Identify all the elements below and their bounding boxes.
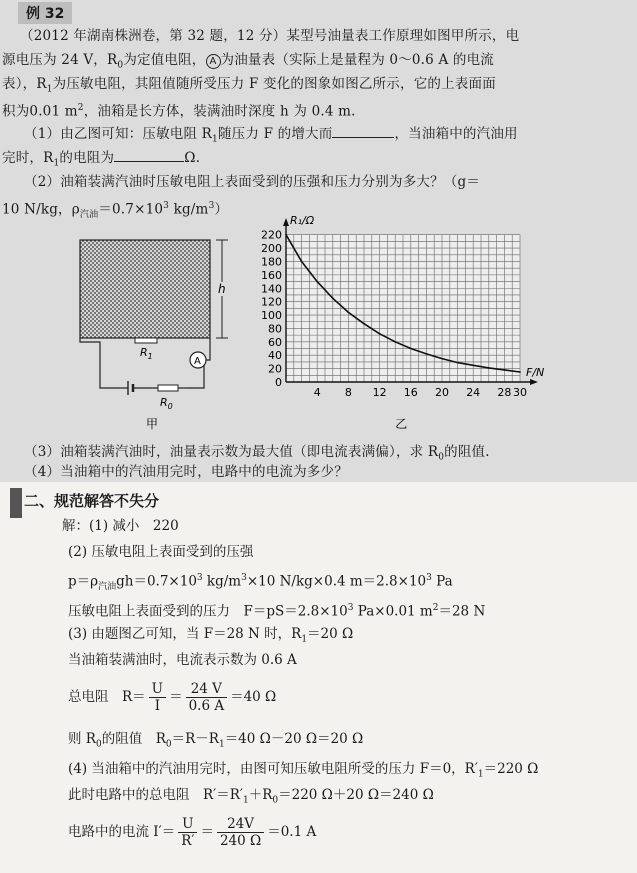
- tank-diagram: [80, 240, 228, 431]
- y-tick-label: 40: [268, 349, 282, 363]
- answer-line-7: 总电阻 R＝ $\frac{U}{I}$ ＝ $\frac{24 V}{0.6 A}$ ＝40 Ω: [68, 681, 277, 714]
- data-point: [457, 362, 459, 364]
- data-point: [519, 371, 521, 373]
- y-tick-label: 20: [268, 362, 282, 376]
- y-axis-arrow: [283, 218, 289, 226]
- resistor-r0: [158, 385, 178, 391]
- problem-intro-line-2: 源电压为 24 V，$R_0$为定值电阻， A 为油量表（实际上是量程为 0～0.6 A 的电流: [2, 52, 494, 71]
- data-point: [488, 367, 490, 369]
- x-tick-label: 4: [313, 386, 321, 399]
- data-point: [285, 234, 287, 236]
- x-tick-label: 30: [513, 386, 527, 399]
- data-point: [441, 358, 443, 360]
- answer-line-6: 当油箱装满油时，电流表示数为 0.6 A: [68, 652, 297, 668]
- y-tick-label: 180: [261, 255, 282, 269]
- data-point: [426, 353, 428, 355]
- data-point: [332, 298, 334, 300]
- answer-line-3: $p=\rho_{汽油}gh=0.7\times 10^3$ $kg/m^3\times 10$ N/kg×0.4 $m=2.8\times 10^3$ Pa: [68, 573, 453, 593]
- y-tick-label: 200: [261, 242, 282, 256]
- x-tick-label: 8: [344, 386, 352, 399]
- y-tick-label: 160: [261, 268, 282, 282]
- y-tick-label: 140: [261, 282, 282, 296]
- question-3: （3）油箱装满汽油时，油量表示数为最大值（即电流表满偏），求 $R_0$的阻值.: [24, 444, 490, 463]
- data-point: [301, 261, 303, 263]
- figure-caption-jia: 甲: [146, 417, 159, 431]
- y-tick-label: 80: [268, 322, 282, 336]
- section-bar: [10, 488, 22, 518]
- label-r1: $R_1$: [140, 346, 153, 361]
- x-tick-label: 12: [372, 386, 387, 399]
- figures: [0, 210, 637, 440]
- label-r0: $R_0$: [160, 396, 173, 411]
- y-tick-label: 0: [275, 376, 282, 389]
- fuel-tank: [80, 240, 210, 338]
- x-tick-label: 20: [435, 386, 449, 399]
- chart-r1-vs-f: [261, 214, 544, 431]
- data-point: [316, 281, 318, 283]
- problem-intro-line-3: 表），$R_1$为压敏电阻，其阻值随所受压力 F 变化的图象如图乙所示，它的上表面面: [2, 76, 496, 95]
- answer-line-10: 此时电路中的总电阻 $R'=R'_1+R_0=220$ Ω＋20 Ω＝240 Ω: [68, 787, 434, 806]
- question-2-line-1: （2）油箱装满汽油时压敏电阻上表面受到的压强和压力分别为多大？（g＝: [24, 174, 481, 190]
- data-point: [363, 323, 365, 325]
- data-point: [504, 369, 506, 371]
- answer-line-9: (4) 当油箱中的汽油用完时，由图可知压敏电阻所受的压力 F＝0，$R'_1=220$ Ω: [68, 761, 539, 780]
- answer-line-2: (2) 压敏电阻上表面受到的压强: [68, 544, 254, 560]
- question-1-line-1: （1）由乙图可知：压敏电阻 $R_1$随压力 F 的增大而 ，当油箱中的汽油用: [24, 122, 624, 152]
- y-tick-label: 220: [261, 228, 282, 242]
- x-axis-label: F/N: [526, 366, 545, 379]
- question-4: （4）当油箱中的汽油用完时，电路中的电流为多少？: [24, 464, 348, 480]
- question-2-line-2: 10 N/kg，$\rho_{汽油}=0.7\times 10^3$ $kg/m^3$）: [2, 201, 229, 221]
- example-label: 例 32: [18, 2, 72, 24]
- answer-line-11: 电路中的电流 I′＝ $\frac{U}{R'}$ ＝ $\frac{24V}{240 \Omega}$ ＝0.1 A: [68, 816, 317, 849]
- problem-intro-line-1: （2012 年湖南株洲卷，第 32 题，12 分）某型号油量表工作原理如图甲所示，电: [20, 28, 520, 44]
- y-tick-label: 100: [261, 309, 282, 323]
- answer-blank-1[interactable]: [332, 123, 394, 138]
- answer-line-1: 解：(1) 减小 220: [62, 518, 179, 534]
- problem-intro-line-4: 积为0.01 $m^2$，油箱是长方体，装满油时深度 h 为 0.4 m.: [2, 103, 356, 120]
- x-axis-arrow: [530, 379, 538, 385]
- answer-line-4: 压敏电阻上表面受到的压力 $F=pS=2.8\times 10^3$ Pa×0.01 $m^2=28$ N: [68, 603, 486, 620]
- question-1-line-2: 完时，$R_1$的电阻为 Ω.: [2, 146, 602, 176]
- data-point: [410, 348, 412, 350]
- figure-caption-yi: 乙: [395, 417, 408, 431]
- resistor-r1: [135, 338, 157, 343]
- x-tick-label: 24: [466, 386, 481, 399]
- data-point: [472, 364, 474, 366]
- x-tick-label: 16: [403, 386, 418, 399]
- answer-line-8: 则 $R_0$的阻值 $R_0=R-R_1=40$ Ω－20 Ω＝20 Ω: [68, 731, 364, 750]
- answer-line-5: (3) 由题图乙可知，当 F＝28 N 时，$R_1=20$ Ω: [68, 626, 354, 645]
- x-tick-label: 28: [497, 386, 512, 399]
- section-title: 二、规范解答不失分: [24, 492, 160, 510]
- data-point: [379, 333, 381, 335]
- y-tick-label: 120: [261, 295, 282, 309]
- y-axis-label: R₁/Ω: [290, 214, 315, 227]
- svg-text:A: A: [194, 356, 201, 367]
- label-h: h: [218, 282, 226, 296]
- answer-blank-2[interactable]: [114, 147, 184, 162]
- data-point: [394, 341, 396, 343]
- data-point: [348, 312, 350, 314]
- y-tick-label: 60: [268, 335, 282, 349]
- ammeter-symbol: A: [206, 54, 221, 69]
